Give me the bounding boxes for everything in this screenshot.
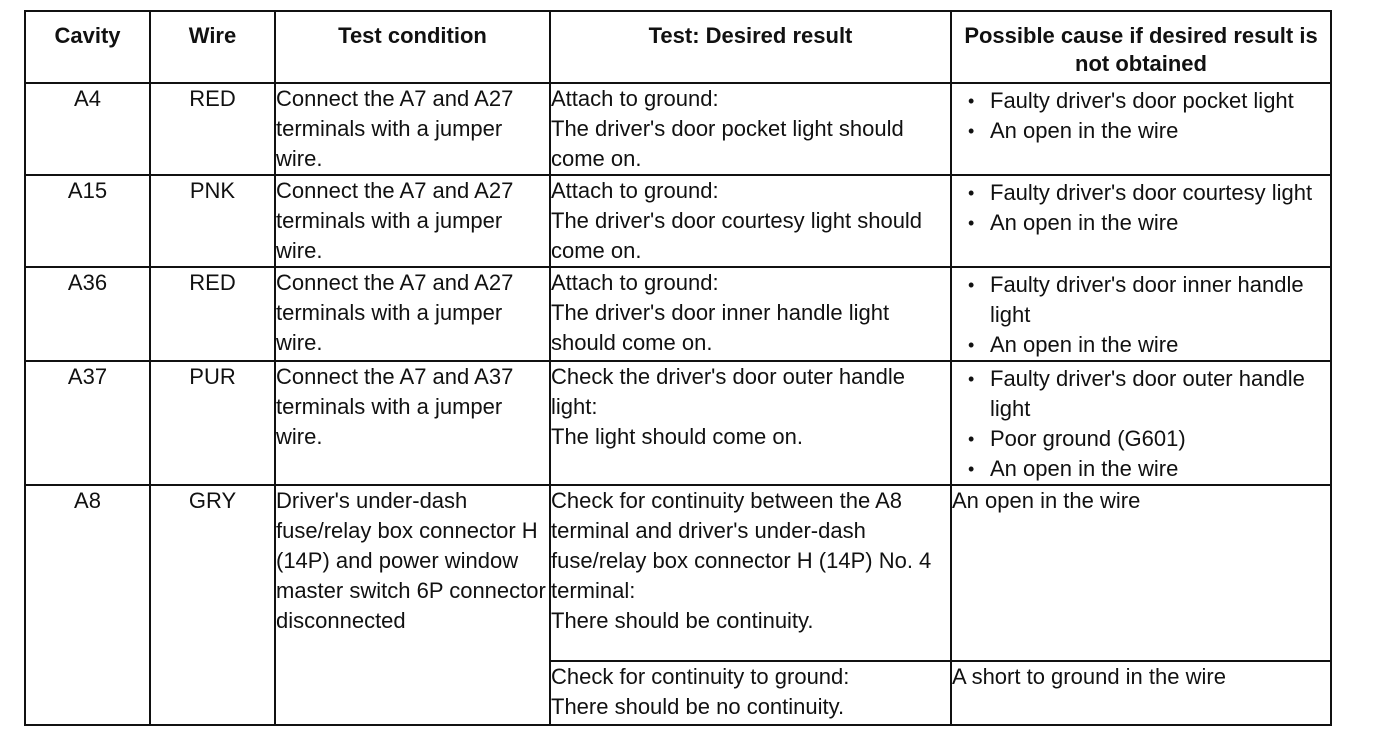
cause-item: • An open in the wire	[966, 454, 1326, 484]
cause-item: • Faulty driver's door pocket light	[966, 86, 1326, 116]
result-cell	[550, 485, 951, 661]
result-cell	[550, 361, 951, 485]
condition-cell: Connect the A7 and A27 terminals with a jumper wire.	[275, 83, 550, 175]
result-cell	[550, 267, 951, 361]
header-wire: Wire	[150, 11, 275, 83]
cause-item: • Faulty driver's door inner handle light	[966, 270, 1326, 330]
result-line: There should be continuity.	[551, 608, 814, 633]
cause-cell	[951, 267, 1331, 361]
header-test-condition: Test condition	[275, 11, 550, 83]
result-line: The light should come on.	[551, 424, 803, 449]
cause-cell	[951, 175, 1331, 267]
result-cell	[550, 661, 951, 725]
table-row	[25, 175, 1331, 267]
result-line: Check for continuity between the A8 terminal and driver's under-dash fuse/relay box connector H (14P) No. 4 terminal:	[551, 488, 932, 603]
troubleshooting-table	[24, 10, 1332, 726]
table-row	[25, 83, 1331, 175]
result-line: The driver's door courtesy light should come on.	[551, 208, 923, 263]
cavity-cell: A4	[25, 83, 150, 175]
cause-cell	[951, 361, 1331, 485]
condition-cell: Connect the A7 and A27 terminals with a jumper wire.	[275, 175, 550, 267]
cause-item: • An open in the wire	[966, 208, 1326, 238]
condition-cell: Connect the A7 and A27 terminals with a jumper wire.	[275, 267, 550, 361]
cause-item: • Poor ground (G601)	[966, 424, 1326, 454]
result-line: The driver's door pocket light should come on.	[551, 116, 904, 171]
header-possible-cause: Possible cause if desired result is not obtained	[951, 11, 1331, 83]
result-line: Attach to ground:	[551, 86, 719, 111]
result-line: Attach to ground:	[551, 178, 719, 203]
result-cell	[550, 175, 951, 267]
cause-cell: An open in the wire	[951, 485, 1331, 661]
header-row	[25, 11, 1331, 83]
result-line: Check for continuity to ground:	[551, 664, 850, 689]
wire-cell: PNK	[150, 175, 275, 267]
result-line: Check the driver's door outer handle light:	[551, 364, 905, 419]
cause-item: • An open in the wire	[966, 330, 1326, 360]
cause-item: • An open in the wire	[966, 116, 1326, 146]
wire-cell: PUR	[150, 361, 275, 485]
condition-cell: Connect the A7 and A37 terminals with a jumper wire.	[275, 361, 550, 485]
cause-cell	[951, 83, 1331, 175]
condition-cell: Driver's under-dash fuse/relay box connector H (14P) and power window master switch 6P connector disconnected	[275, 485, 550, 725]
wire-cell: RED	[150, 83, 275, 175]
result-line: Attach to ground:	[551, 270, 719, 295]
table-row	[25, 485, 1331, 661]
cause-item: • Faulty driver's door courtesy light	[966, 178, 1326, 208]
cause-item: • Faulty driver's door outer handle light	[966, 364, 1326, 424]
cause-cell: A short to ground in the wire	[951, 661, 1331, 725]
table-row	[25, 361, 1331, 485]
result-line: The driver's door inner handle light should come on.	[551, 300, 890, 355]
wire-cell: RED	[150, 267, 275, 361]
header-cavity: Cavity	[25, 11, 150, 83]
cavity-cell: A36	[25, 267, 150, 361]
header-desired-result: Test: Desired result	[550, 11, 951, 83]
result-cell	[550, 83, 951, 175]
cavity-cell: A8	[25, 485, 150, 725]
result-line: There should be no continuity.	[551, 694, 845, 719]
wire-cell: GRY	[150, 485, 275, 725]
table-row	[25, 267, 1331, 361]
cavity-cell: A37	[25, 361, 150, 485]
cavity-cell: A15	[25, 175, 150, 267]
